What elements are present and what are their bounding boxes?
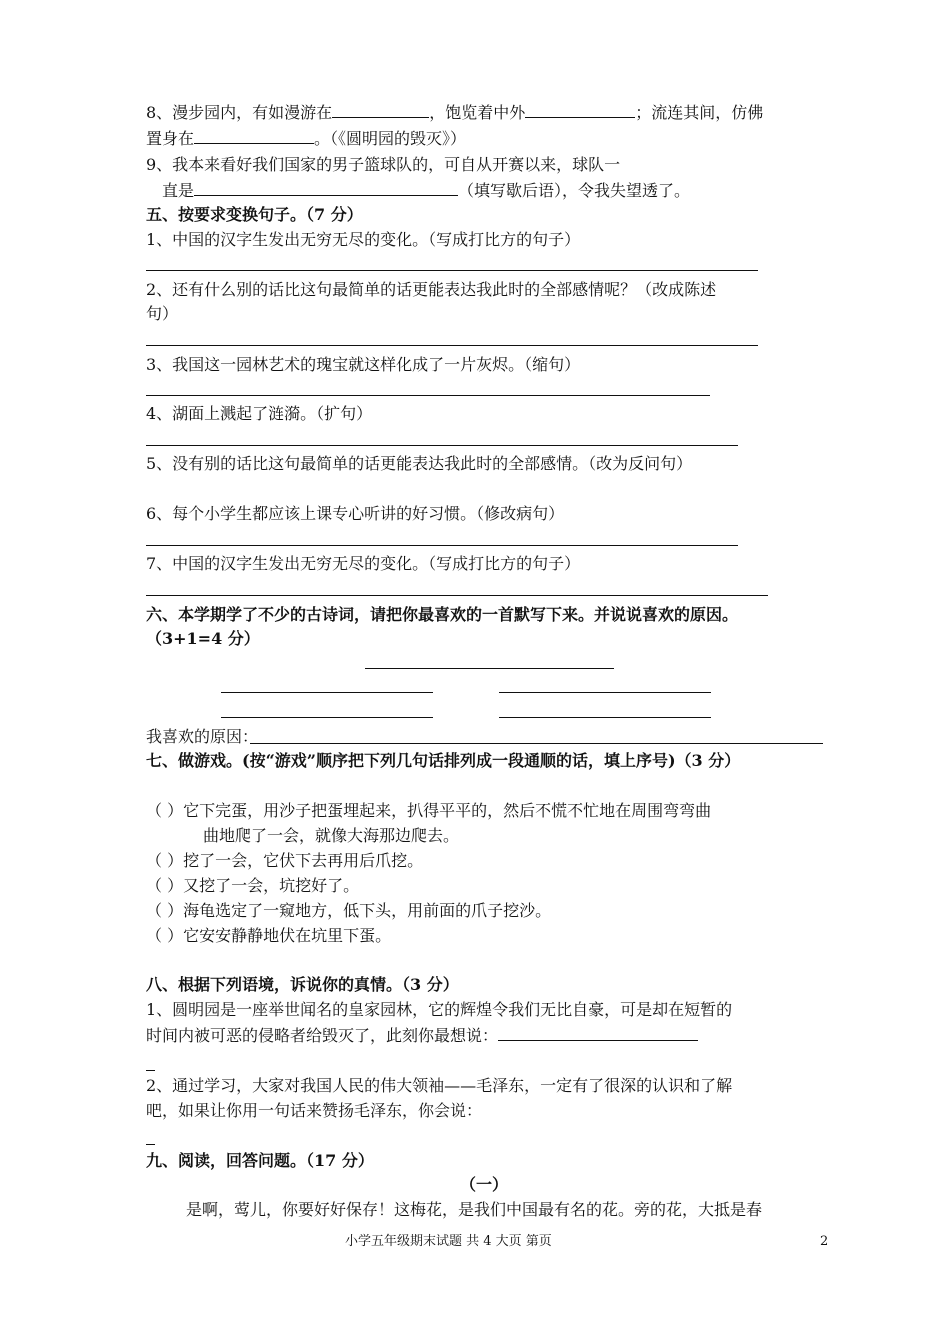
q8-text-c: ；流连其间，仿佛 (635, 103, 764, 122)
s8-answer-line-2[interactable] (146, 1144, 155, 1145)
section6-heading: 六、本学期学了不少的古诗词，请把你最喜欢的一首默写下来。并说说喜欢的原因。 (146, 605, 739, 624)
page-number: 2 (820, 1234, 829, 1249)
poem-line-1a[interactable] (221, 692, 433, 693)
q9-text-3: （填写歇后语），令我失望透了。 (458, 181, 691, 200)
q8-line2 (146, 127, 466, 150)
q8-text-e: 。（《圆明园的毁灭》） (314, 129, 467, 148)
s7-item-3 (146, 875, 359, 897)
s5-item-4: 4、湖面上溅起了涟漪。（扩句） (146, 404, 373, 423)
section5-heading: 五、按要求变换句子。（7 分） (146, 205, 363, 224)
poem-line-2a[interactable] (221, 717, 433, 718)
s5-item-2: 2、还有什么别的话比这句最简单的话更能表达我此时的全部感情呢？（改成陈述 (146, 280, 717, 299)
s7-item-5 (146, 925, 391, 947)
reading-paragraph: 是啊，莺儿，你要好好保存！这梅花，是我们中国最有名的花。旁的花，大抵是春 (186, 1200, 763, 1219)
section8-heading: 八、根据下列语境，诉说你的真情。（3 分） (146, 975, 459, 994)
s7-item-1 (146, 800, 711, 822)
s7-paren-3[interactable]: （ ） (146, 876, 184, 895)
s7-text-3: 又挖了一会，坑挖好了。 (183, 876, 360, 895)
s7-item-2 (146, 850, 423, 872)
s5-answer-line-1[interactable] (146, 270, 758, 271)
q8-line1 (146, 101, 763, 124)
s7-paren-4[interactable]: （ ） (146, 901, 184, 920)
q9-text-1: 9、我本来看好我们国家的男子篮球队的，可自从开赛以来，球队一 (146, 155, 621, 174)
s7-text-5: 它安安静静地伏在坑里下蛋。 (183, 926, 392, 945)
s5-answer-line-3[interactable] (146, 395, 710, 396)
s7-text-4: 海龟选定了一窥地方，低下头，用前面的爪子挖沙。 (183, 901, 552, 920)
s5-item-3: 3、我国这一园林艺术的瑰宝就这样化成了一片灰烬。（缩句） (146, 355, 581, 374)
q8-text-a: 8、漫步园内，有如漫游在 (146, 103, 333, 122)
q8-blank-2[interactable] (525, 101, 635, 118)
s7-text-2: 挖了一会，它伏下去再用后爪挖。 (183, 851, 424, 870)
s5-item-6: 6、每个小学生都应该上课专心听讲的好习惯。（修改病句） (146, 504, 565, 523)
s5-answer-line-2[interactable] (146, 345, 758, 346)
page-footer: 小学五年级期末试题 共 4 大页 第页 (345, 1234, 552, 1249)
s7-text-1: 它下完蛋，用沙子把蛋埋起来，扒得平平的，然后不慌不忙地在周围弯弯曲 (183, 801, 712, 820)
reason-answer-line[interactable] (250, 743, 823, 744)
s7-item-1-cont: 曲地爬了一会，就像大海那边爬去。 (203, 826, 460, 845)
s7-item-4 (146, 900, 551, 922)
poem-title-line[interactable] (365, 668, 614, 669)
s8-blank-1[interactable] (498, 1024, 698, 1041)
s7-paren-5[interactable]: （ ） (146, 926, 184, 945)
q8-text-b: ，饱览着中外 (429, 103, 526, 122)
reason-label: 我喜欢的原因： (146, 727, 259, 746)
s5-answer-line-6[interactable] (146, 545, 738, 546)
poem-line-1b[interactable] (499, 692, 711, 693)
section6-heading-points: （3+1=4 分） (146, 629, 260, 648)
s8-item-1-text: 时间内被可恶的侵略者给毁灭了，此刻你最想说： (146, 1026, 499, 1045)
s8-item-1-line1: 1、圆明园是一座举世闻名的皇家园林，它的辉煌令我们无比自豪，可是却在短暂的 (146, 1000, 733, 1019)
q8-text-d: 置身在 (146, 129, 195, 148)
q9-line2 (162, 179, 690, 202)
s5-item-2-cont: 句） (146, 304, 179, 323)
s8-item-2-line1: 2、通过学习，大家对我国人民的伟大领袖——毛泽东，一定有了很深的认识和了解 (146, 1076, 733, 1095)
q8-blank-3[interactable] (194, 127, 314, 144)
s7-paren-1[interactable]: （ ） (146, 801, 184, 820)
section7-heading: 七、做游戏。(按“游戏”顺序把下列几句话排列成一段通顺的话，填上序号)（3 分） (146, 751, 741, 770)
s5-answer-line-7[interactable] (146, 595, 768, 596)
s5-item-1: 1、中国的汉字生发出无穷无尽的变化。（写成打比方的句子） (146, 230, 581, 249)
s7-paren-2[interactable]: （ ） (146, 851, 184, 870)
s5-item-7: 7、中国的汉字生发出无穷无尽的变化。（写成打比方的句子） (146, 554, 581, 573)
s8-item-2-line2: 吧，如果让你用一句话来赞扬毛泽东，你会说： (146, 1101, 483, 1120)
section9-subheading: （一） (460, 1175, 509, 1194)
poem-line-2b[interactable] (499, 717, 711, 718)
s8-answer-line-1[interactable] (146, 1070, 155, 1071)
q9-text-2: 直是 (162, 181, 195, 200)
s8-item-1-line2 (146, 1024, 698, 1047)
q8-blank-1[interactable] (332, 101, 429, 118)
q9-line1 (146, 154, 620, 176)
s5-item-5: 5、没有别的话比这句最简单的话更能表达我此时的全部感情。（改为反问句） (146, 454, 693, 473)
s5-answer-line-4[interactable] (146, 445, 738, 446)
section9-heading: 九、阅读，回答问题。（17 分） (146, 1151, 374, 1170)
q9-blank[interactable] (194, 179, 458, 196)
